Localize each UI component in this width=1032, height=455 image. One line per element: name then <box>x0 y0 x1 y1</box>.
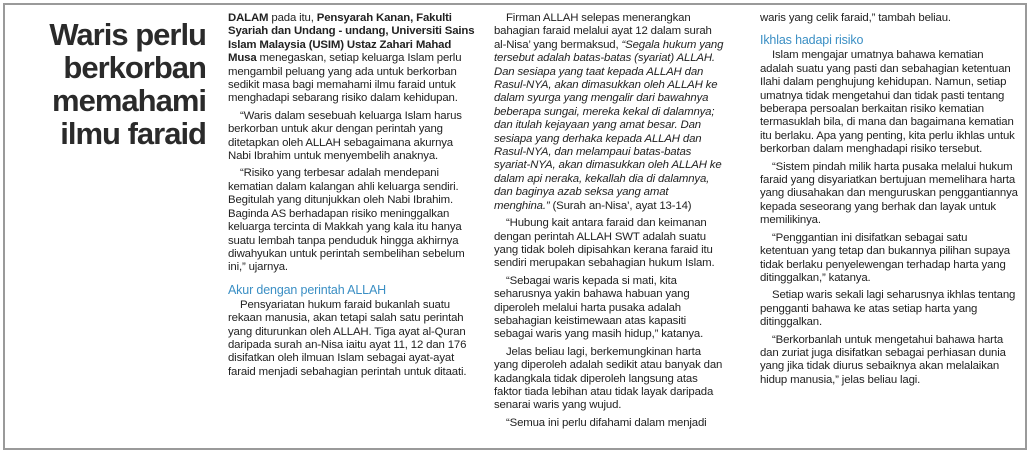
speaker-credit: Pensyarah Kanan, Fakulti Syariah dan Undang - undang, Universiti Sains Islam Malaysia (USIM) Ustaz Zahari Mahad Musa <box>228 12 475 65</box>
headline-line: memahami <box>52 83 206 118</box>
paragraph <box>228 12 476 106</box>
article-column-2 <box>494 12 724 434</box>
paragraph: Setiap waris sekali lagi seharusnya ikhlas tentang pengganti bahawa ke atas setiap harta yang ditinggalkan. <box>760 289 1016 329</box>
headline <box>18 18 206 150</box>
paragraph <box>494 12 724 213</box>
paragraph: Jelas beliau lagi, berkemungkinan harta yang diperoleh adalah sedikit atau banyak dan kadangkala tidak diperoleh langsung atas faktor tiada lebihan atau tidak layak daripada senarai waris yang wujud. <box>494 345 723 412</box>
dropword: DALAM <box>228 12 269 24</box>
paragraph: “Berkorbanlah untuk mengetahui bahawa harta dan zuriat juga disifatkan sebagai perhiasan dunia yang jika tidak diurus sebaiknya akan melalaikan hidup manusia,” jelas beliau lagi. <box>760 333 1006 386</box>
headline-line: Waris perlu <box>49 17 206 52</box>
paragraph: Pensyariatan hukum faraid bukanlah suatu rekaan manusia, akan tetapi salah satu perintah yang diturunkan oleh ALLAH. Tiga ayat al-Quran daripada surah an-Nisa iaitu ayat 11, 12 dan 176 disifatkan oleh ilmuan Islam sebagai ayat-ayat faraid menjadi sebahagian perintah untuk ditaati. <box>228 298 467 378</box>
text: menegaskan, setiap keluarga Islam perlu mengambil peluang yang ada untuk berkorban sedikit masa bagi memahami ilmu faraid untuk menghadapi sebarang risiko dalam kehidupan. <box>228 52 462 105</box>
article-column-1 <box>228 12 476 383</box>
paragraph: “Risiko yang terbesar adalah mendepani kematian dalam kalangan ahli keluarga sendiri. Begitulah yang ditunjukkan oleh Nabi Ibrahim. Baginda AS berhadapan risiko meninggalkan keluarga tercinta di Makkah yang kala itu hanya suatu lembah tanpa penduduk hingga akhirnya diwahyukan untuk perintah sembelihan sebelum ini,” ujarnya. <box>228 167 465 274</box>
paragraph: “Waris dalam sesebuah keluarga Islam harus berkorban untuk akur dengan perintah yang ditetapkan oleh ALLAH sebagaimana akurnya Nabi Ibrahim untuk menyembelih anaknya. <box>228 109 462 163</box>
paragraph: “Sebagai waris kepada si mati, kita seharusnya yakin bahawa habuan yang diperoleh melalui harta pusaka adalah sebahagian keistimewaan atas kapasiti sebagai waris yang masih hidup,” katanya. <box>494 274 704 341</box>
article-column-3 <box>760 12 1018 391</box>
subheading: Akur dengan perintah ALLAH <box>228 282 387 297</box>
quran-quote: “Segala hukum yang tersebut adalah batas-batas (syariat) ALLAH. Dan sesiapa yang taat kepada ALLAH dan Rasul-NYA, akan dimasukkan oleh ALLAH ke dalam syurga yang mengalir dari bawahnya beberapa sungai, mereka kekal di dalamnya; dan itulah kejayaan yang amat besar. Dan sesiapa yang derhaka kepada ALLAH dan Rasul-NYA, dan melampaui batas-batas syariat-NYA, akan dimasukkan oleh ALLAH ke dalam api neraka, kekallah dia di dalamnya, dan baginya azab seksa yang amat menghina.” <box>494 38 724 212</box>
paragraph: Islam mengajar umatnya bahawa kematian adalah suatu yang pasti dan sebahagian ketentuan Ilahi dalam penghujung kehidupan. Namun, setiap umatnya tidak mengetahui dan tidak pasti tentang beberapa persoalan berkaitan risiko kematian termasuklah bila, di mana dan bagaimana kematian itu berlaku. Apa yang penting, kita perlu ikhlas untuk berkorban dalam menghadapi risiko tersebut. <box>760 49 1015 156</box>
text: pada itu, <box>268 12 317 24</box>
headline-line: berkorban <box>63 50 206 85</box>
paragraph: “Hubung kait antara faraid dan keimanan dengan perintah ALLAH SWT adalah suatu yang tidak boleh dipisahkan kerana faraid itu sendiri merupakan sebahagian hukum Islam. <box>494 217 715 270</box>
paragraph: “Sistem pindah milik harta pusaka melalui hukum faraid yang disyariatkan bertujuan memelihara harta yang diusahakan dan menguruskan penggantiannya kepada seseorang yang berhak dan layak untuk memilikinya. <box>760 160 1018 227</box>
citation: (Surah an-Nisa’, ayat 13-14) <box>549 199 692 212</box>
paragraph: “Semua ini perlu difahami dalam menjadi <box>506 416 707 429</box>
paragraph: waris yang celik faraid,” tambah beliau. <box>760 12 951 24</box>
text: Firman ALLAH selepas menerangkan bahagian faraid melalui ayat 12 dalam surah al-Nisa’ yang bermaksud, <box>494 12 712 51</box>
paragraph: “Penggantian ini disifatkan sebagai satu ketentuan yang tetap dan bukannya pilihan supaya tidak berlaku penyelewengan terhadap harta yang ditinggalkan,” katanya. <box>760 231 1010 284</box>
subheading: Ikhlas hadapi risiko <box>760 33 864 48</box>
headline-line: ilmu faraid <box>60 116 206 151</box>
